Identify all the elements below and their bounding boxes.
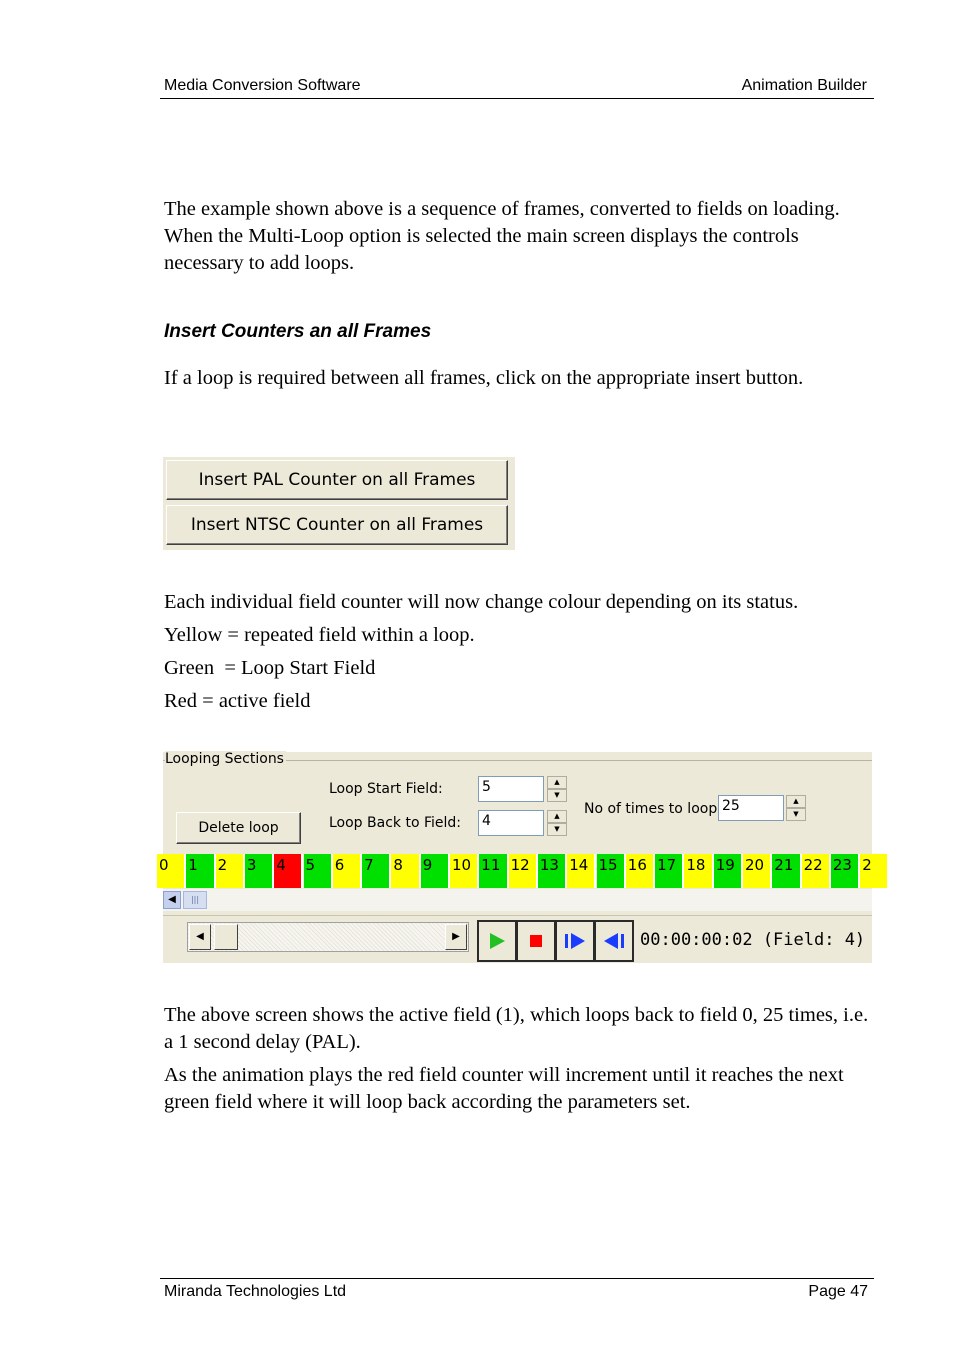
insert-ntsc-counter-button[interactable]: Insert NTSC Counter on all Frames — [166, 505, 508, 545]
field-counter[interactable]: 8 — [391, 854, 420, 888]
loop-back-field-input[interactable]: 4 — [478, 810, 544, 836]
field-counter[interactable]: 11 — [479, 854, 508, 888]
field-counter[interactable]: 0 — [157, 854, 186, 888]
loop-start-label: Loop Start Field: — [329, 781, 443, 797]
spin-down-icon[interactable]: ▼ — [786, 808, 806, 821]
times-to-loop-label: No of times to loop — [584, 801, 718, 817]
header-rule — [160, 98, 874, 99]
step-back-button[interactable] — [594, 920, 634, 962]
footer-rule — [160, 1278, 874, 1279]
field-counter[interactable]: 7 — [362, 854, 391, 888]
position-slider[interactable] — [187, 922, 469, 952]
field-counter[interactable]: 5 — [304, 854, 333, 888]
intro-paragraph: The example shown above is a sequence of frames, converted to fields on loading. When the Multi-Loop option is selected the main screen displays the controls necessary to add loops. — [164, 198, 840, 274]
field-counter[interactable]: 2 — [860, 854, 889, 888]
closing-paragraph-2: As the animation plays the red field counter will increment until it reaches the next green field where it will loop back according the parameters set. — [164, 1064, 844, 1113]
scroll-left-icon[interactable]: ◀ — [163, 891, 181, 909]
closing-paragraph-1: The above screen shows the active field (1), which loops back to field 0, 25 times, i.e. a 1 second delay (PAL). — [164, 1004, 869, 1053]
stop-button[interactable] — [516, 920, 556, 962]
header-left: Media Conversion Software — [164, 77, 361, 94]
play-button[interactable] — [477, 920, 517, 962]
status-line-4: Red = active field — [164, 690, 311, 712]
status-line-1: Each individual field counter will now change colour depending on its status. — [164, 591, 799, 613]
field-counter[interactable]: 14 — [567, 854, 596, 888]
slider-thumb[interactable] — [214, 924, 238, 950]
slider-right-icon[interactable]: ▶ — [445, 924, 467, 950]
field-counter[interactable]: 13 — [538, 854, 567, 888]
spin-up-icon[interactable]: ▲ — [547, 810, 567, 823]
spin-up-icon[interactable]: ▲ — [786, 795, 806, 808]
field-counter[interactable]: 2 — [216, 854, 245, 888]
field-counter[interactable]: 12 — [509, 854, 538, 888]
field-counter[interactable]: 6 — [333, 854, 362, 888]
play-icon — [488, 932, 506, 950]
scroll-thumb[interactable]: ||| — [183, 891, 207, 909]
loop-back-label: Loop Back to Field: — [329, 815, 461, 831]
footer-left: Miranda Technologies Ltd — [164, 1283, 347, 1300]
field-counter[interactable]: 1 — [186, 854, 215, 888]
field-counter[interactable]: 17 — [655, 854, 684, 888]
loop-start-field-input[interactable]: 5 — [478, 776, 544, 802]
field-counter[interactable]: 21 — [772, 854, 801, 888]
field-counter[interactable]: 3 — [245, 854, 274, 888]
step-forward-button[interactable] — [555, 920, 595, 962]
status-line-3: Green = Loop Start Field — [164, 657, 376, 679]
delete-loop-button[interactable]: Delete loop — [176, 812, 301, 844]
field-counter[interactable]: 19 — [714, 854, 743, 888]
insert-pal-counter-button[interactable]: Insert PAL Counter on all Frames — [166, 460, 508, 500]
insert-counter-panel — [163, 457, 515, 550]
field-counter-strip — [159, 854, 923, 888]
times-to-loop-spinner[interactable] — [786, 795, 806, 823]
loop-back-spinner[interactable] — [547, 810, 567, 838]
field-counter[interactable]: 9 — [421, 854, 450, 888]
field-counter[interactable]: 15 — [597, 854, 626, 888]
loop-start-spinner[interactable] — [547, 776, 567, 804]
field-counter[interactable]: 16 — [626, 854, 655, 888]
times-to-loop-input[interactable]: 25 — [718, 795, 784, 821]
field-counter[interactable]: 22 — [802, 854, 831, 888]
spin-up-icon[interactable]: ▲ — [547, 776, 567, 789]
header-right: Animation Builder — [741, 77, 867, 94]
looping-sections-panel — [159, 751, 872, 963]
section-paragraph: If a loop is required between all frames, click on the appropriate insert button. — [164, 367, 804, 389]
field-counter[interactable]: 4 — [274, 854, 303, 888]
timecode-readout: 00:00:00:02 (Field: 4) — [640, 930, 866, 950]
footer-right: Page 47 — [808, 1283, 868, 1300]
step-back-icon — [603, 932, 625, 950]
section-heading: Insert Counters an all Frames — [164, 321, 432, 342]
field-counter[interactable]: 23 — [831, 854, 860, 888]
field-counter[interactable]: 10 — [450, 854, 479, 888]
transport-bar — [163, 915, 872, 964]
stop-icon — [528, 933, 544, 949]
looping-sections-label: Looping Sections — [165, 751, 284, 767]
spin-down-icon[interactable]: ▼ — [547, 823, 567, 836]
step-forward-icon — [564, 932, 586, 950]
spin-down-icon[interactable]: ▼ — [547, 789, 567, 802]
field-counter[interactable]: 20 — [743, 854, 772, 888]
status-line-2: Yellow = repeated field within a loop. — [164, 624, 475, 646]
slider-left-icon[interactable]: ◀ — [189, 924, 211, 950]
horizontal-scrollbar[interactable] — [163, 889, 872, 911]
field-counter[interactable]: 18 — [684, 854, 713, 888]
